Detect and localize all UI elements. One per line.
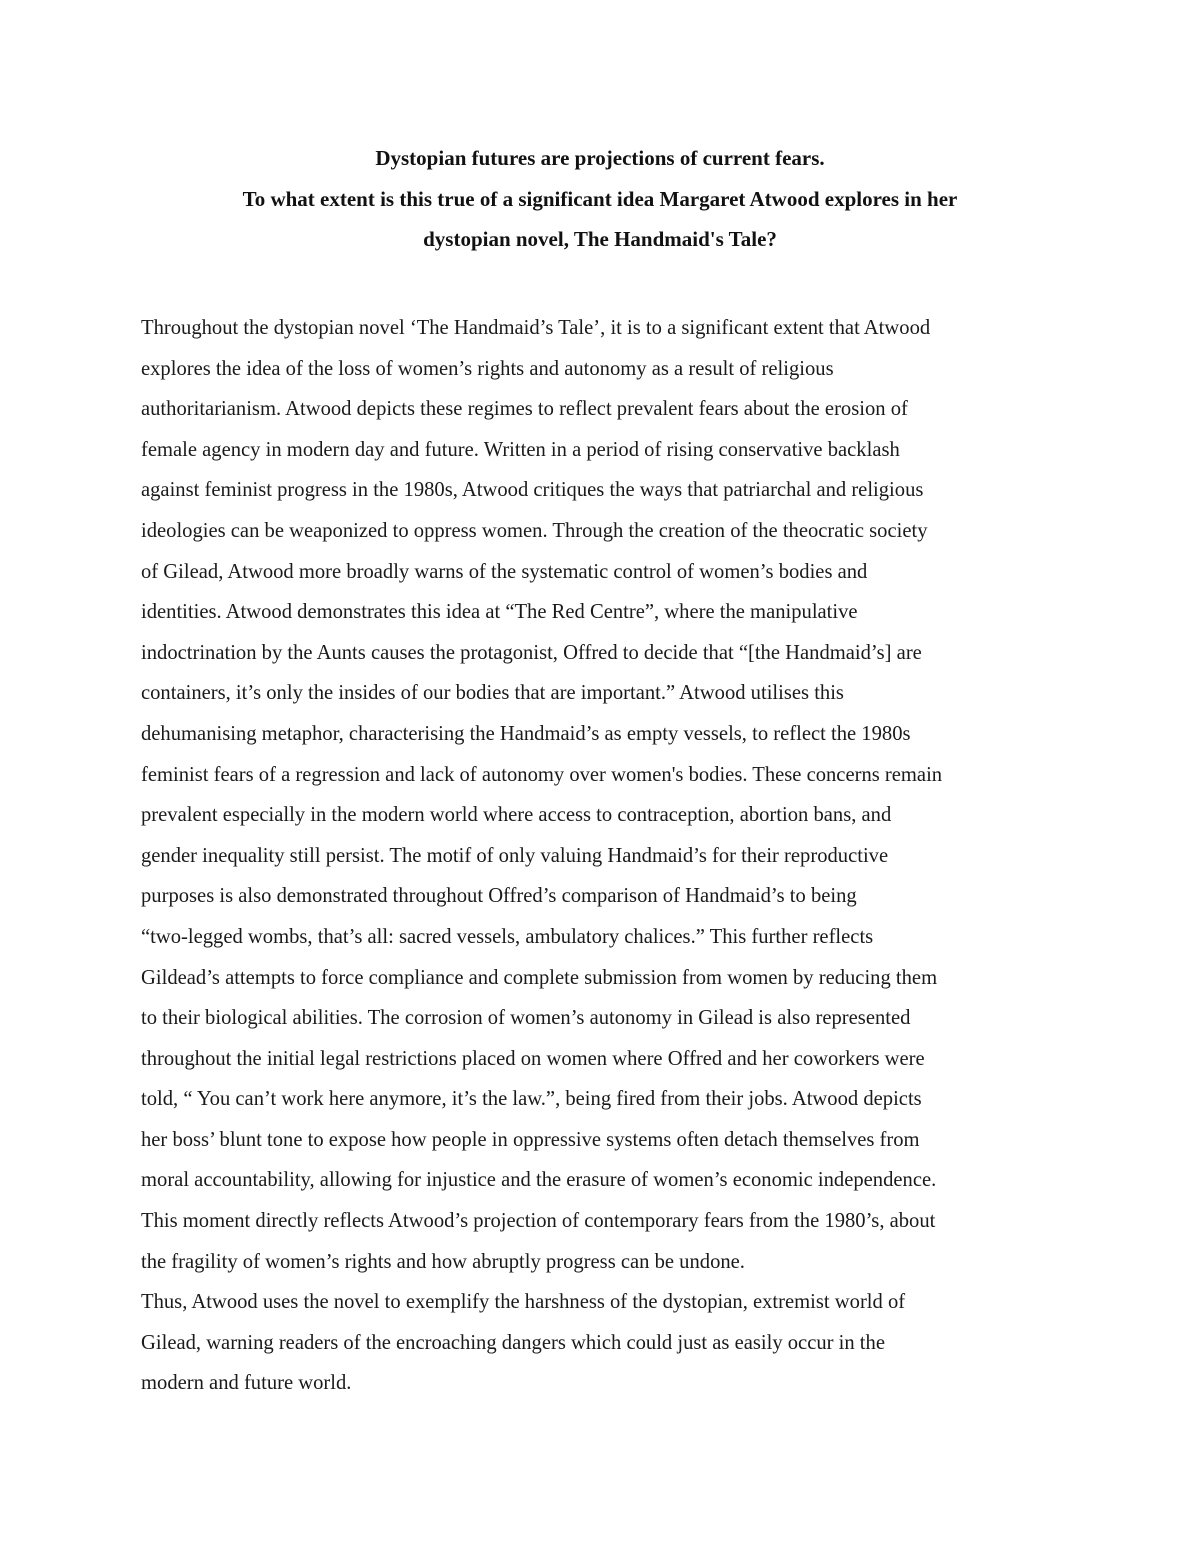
body-line: identities. Atwood demonstrates this idea at “The Red Centre”, where the manipulative bbox=[141, 601, 858, 624]
body-line: prevalent especially in the modern world where access to contraception, abortion bans, and bbox=[141, 804, 892, 827]
body-line: told, “ You can’t work here anymore, it’s the law.”, being fired from their jobs. Atwood depicts bbox=[141, 1088, 922, 1111]
body-line: female agency in modern day and future. Written in a period of rising conservative backlash bbox=[141, 438, 900, 461]
body-line: “two-legged wombs, that’s all: sacred vessels, ambulatory chalices.” This further reflects bbox=[141, 925, 874, 948]
body-line: throughout the initial legal restrictions placed on women where Offred and her coworkers were bbox=[141, 1047, 925, 1070]
body-line: the fragility of women’s rights and how abruptly progress can be undone. bbox=[141, 1250, 745, 1273]
body-line: purposes is also demonstrated throughout Offred’s comparison of Handmaid’s to being bbox=[141, 885, 857, 908]
title-line: Dystopian futures are projections of current fears. bbox=[375, 146, 825, 170]
essay-title bbox=[120, 138, 1080, 260]
body-line: of Gilead, Atwood more broadly warns of the systematic control of women’s bodies and bbox=[141, 560, 868, 583]
essay-body bbox=[141, 308, 1071, 1404]
title-line: To what extent is this true of a significant idea Margaret Atwood explores in her bbox=[242, 186, 958, 211]
body-line: gender inequality still persist. The motif of only valuing Handmaid’s for their reproductive bbox=[141, 844, 889, 867]
body-line: moral accountability, allowing for injustice and the erasure of women’s economic independence. bbox=[141, 1169, 937, 1192]
body-line: modern and future world. bbox=[141, 1372, 352, 1395]
body-line: This moment directly reflects Atwood’s projection of contemporary fears from the 1980’s, about bbox=[141, 1210, 936, 1233]
body-line: to their biological abilities. The corrosion of women’s autonomy in Gilead is also represented bbox=[141, 1007, 911, 1030]
body-line: ideologies can be weaponized to oppress women. Through the creation of the theocratic society bbox=[141, 519, 928, 542]
body-line: authoritarianism. Atwood depicts these regimes to reflect prevalent fears about the erosion of bbox=[141, 398, 908, 421]
body-line: containers, it’s only the insides of our bodies that are important.” Atwood utilises this bbox=[141, 682, 844, 705]
body-line: Gildead’s attempts to force compliance and complete submission from women by reducing them bbox=[141, 966, 938, 989]
body-line: Throughout the dystopian novel ‘The Handmaid’s Tale’, it is to a significant extent that Atwood bbox=[141, 317, 931, 339]
title-line: dystopian novel, The Handmaid's Tale? bbox=[423, 227, 777, 252]
body-line: Gilead, warning readers of the encroaching dangers which could just as easily occur in the bbox=[141, 1331, 885, 1354]
body-line: indoctrination by the Aunts causes the protagonist, Offred to decide that “[the Handmaid’s] are bbox=[141, 641, 922, 664]
body-line: Thus, Atwood uses the novel to exemplify the harshness of the dystopian, extremist world of bbox=[141, 1291, 906, 1314]
body-line: her boss’ blunt tone to expose how people in oppressive systems often detach themselves from bbox=[141, 1128, 920, 1151]
body-line: feminist fears of a regression and lack of autonomy over women's bodies. These concerns remain bbox=[141, 763, 943, 786]
body-line: dehumanising metaphor, characterising the Handmaid’s as empty vessels, to reflect the 1980s bbox=[141, 722, 911, 745]
body-line: against feminist progress in the 1980s, Atwood critiques the ways that patriarchal and religious bbox=[141, 479, 924, 502]
body-line: explores the idea of the loss of women’s rights and autonomy as a result of religious bbox=[141, 357, 834, 380]
